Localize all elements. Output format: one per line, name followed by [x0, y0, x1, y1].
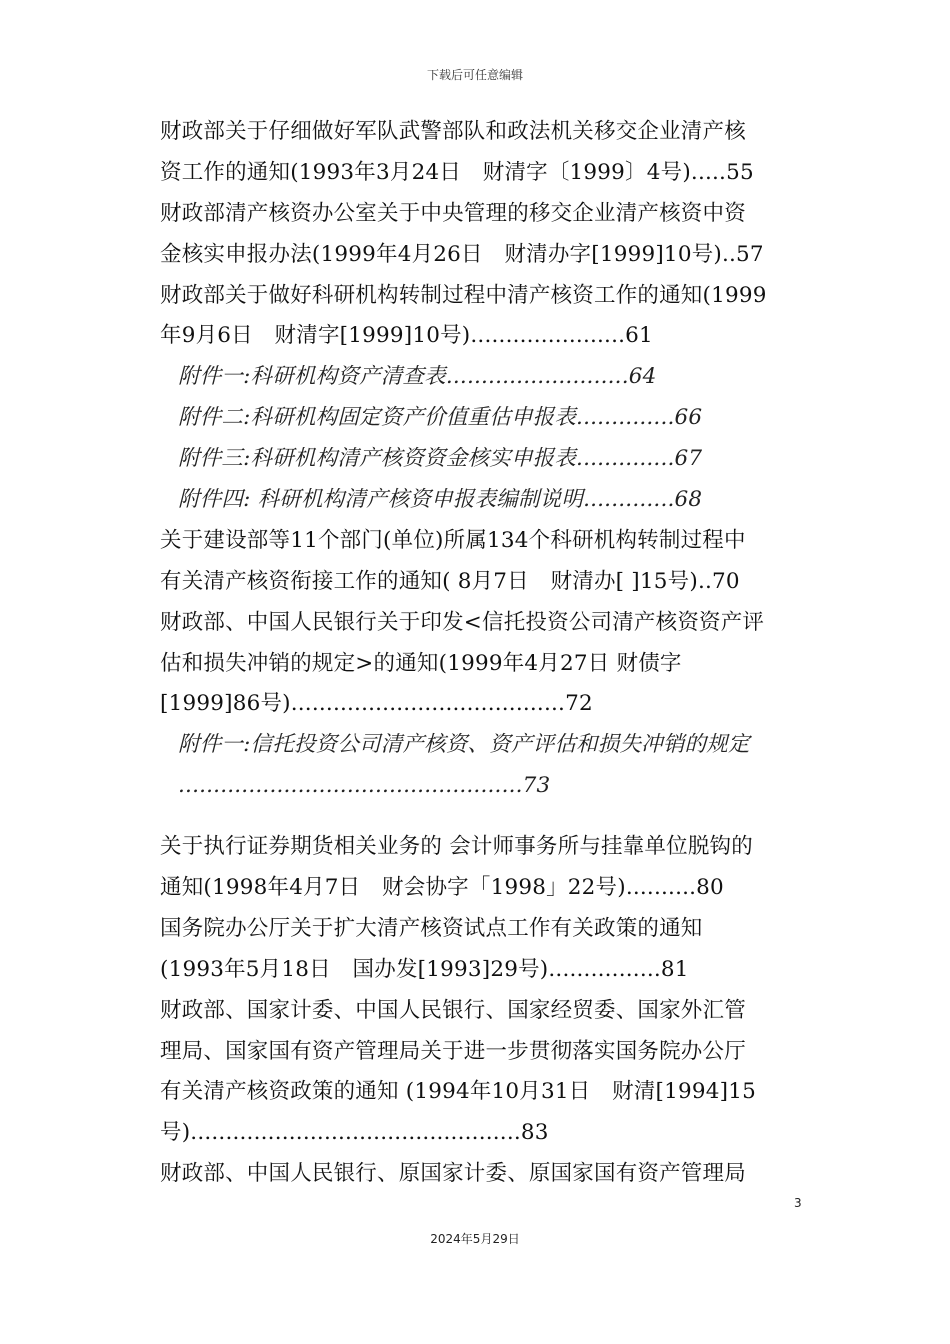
- toc-line: 号)...............................................83: [160, 1120, 549, 1146]
- page-footer-date: 2024年5月29日: [430, 1232, 520, 1246]
- toc-line: 财政部清产核资办公室关于中央管理的移交企业清产核资中资: [160, 200, 746, 226]
- toc-attachment-line: 附件二:科研机构固定资产价值重估申报表..............66: [178, 405, 703, 431]
- toc-line: 财政部关于做好科研机构转制过程中清产核资工作的通知(1999: [160, 282, 767, 308]
- toc-line: 资工作的通知(1993年3月24日 财清字〔1999〕4号).....55: [160, 159, 754, 185]
- toc-line: 理局、国家国有资产管理局关于进一步贯彻落实国务院办公厅: [160, 1038, 746, 1064]
- toc-line: 财政部、中国人民银行关于印发<信托投资公司清产核资资产评: [160, 609, 765, 635]
- toc-line: 国务院办公厅关于扩大清产核资试点工作有关政策的通知: [160, 915, 703, 941]
- toc-line: 估和损失冲销的规定>的通知(1999年4月27日 财债字: [160, 650, 682, 676]
- toc-line: 通知(1998年4月7日 财会协字「1998」22号)..........80: [160, 875, 724, 901]
- toc-line: 财政部、中国人民银行、原国家计委、原国家国有资产管理局: [160, 1161, 746, 1187]
- toc-line: 有关清产核资政策的通知 (1994年10月31日 财清[1994]15: [160, 1079, 757, 1105]
- toc-list: [160, 112, 810, 1195]
- toc-line: 财政部、国家计委、中国人民银行、国家经贸委、国家外汇管: [160, 997, 746, 1023]
- toc-attachment-line: .................................................73: [178, 773, 551, 799]
- toc-attachment-line: 附件一:科研机构资产清查表..........................64: [178, 364, 657, 390]
- toc-line: 有关清产核资衔接工作的通知( 8月7日 财清办[ ]15号)..70: [160, 568, 740, 594]
- toc-line: 年9月6日 财清字[1999]10号)......................61: [160, 323, 653, 349]
- toc-line: 财政部关于仔细做好军队武警部队和政法机关移交企业清产核: [160, 119, 746, 144]
- toc-attachment-line: 附件三:科研机构清产核资资金核实申报表..............67: [178, 446, 703, 472]
- toc-line: [1999]86号).......................................72: [160, 691, 593, 717]
- page-number: 3: [794, 1196, 802, 1210]
- toc-line: 关于执行证券期货相关业务的 会计师事务所与挂靠单位脱钩的: [160, 834, 753, 860]
- toc-line: 关于建设部等11个部门(单位)所属134个科研机构转制过程中: [160, 527, 746, 553]
- page-header: 下载后可任意编辑: [426, 68, 523, 82]
- toc-line: 金核实申报办法(1999年4月26日 财清办字[1999]10号)..57: [160, 241, 764, 267]
- toc-line: (1993年5月18日 国办发[1993]29号)................81: [160, 956, 689, 982]
- toc-attachment-line: 附件四: 科研机构清产核资申报表编制说明.............68: [178, 487, 703, 513]
- toc-attachment-line: 附件一:信托投资公司清产核资、资产评估和损失冲销的规定: [178, 732, 750, 758]
- line-spacer: [160, 807, 810, 827]
